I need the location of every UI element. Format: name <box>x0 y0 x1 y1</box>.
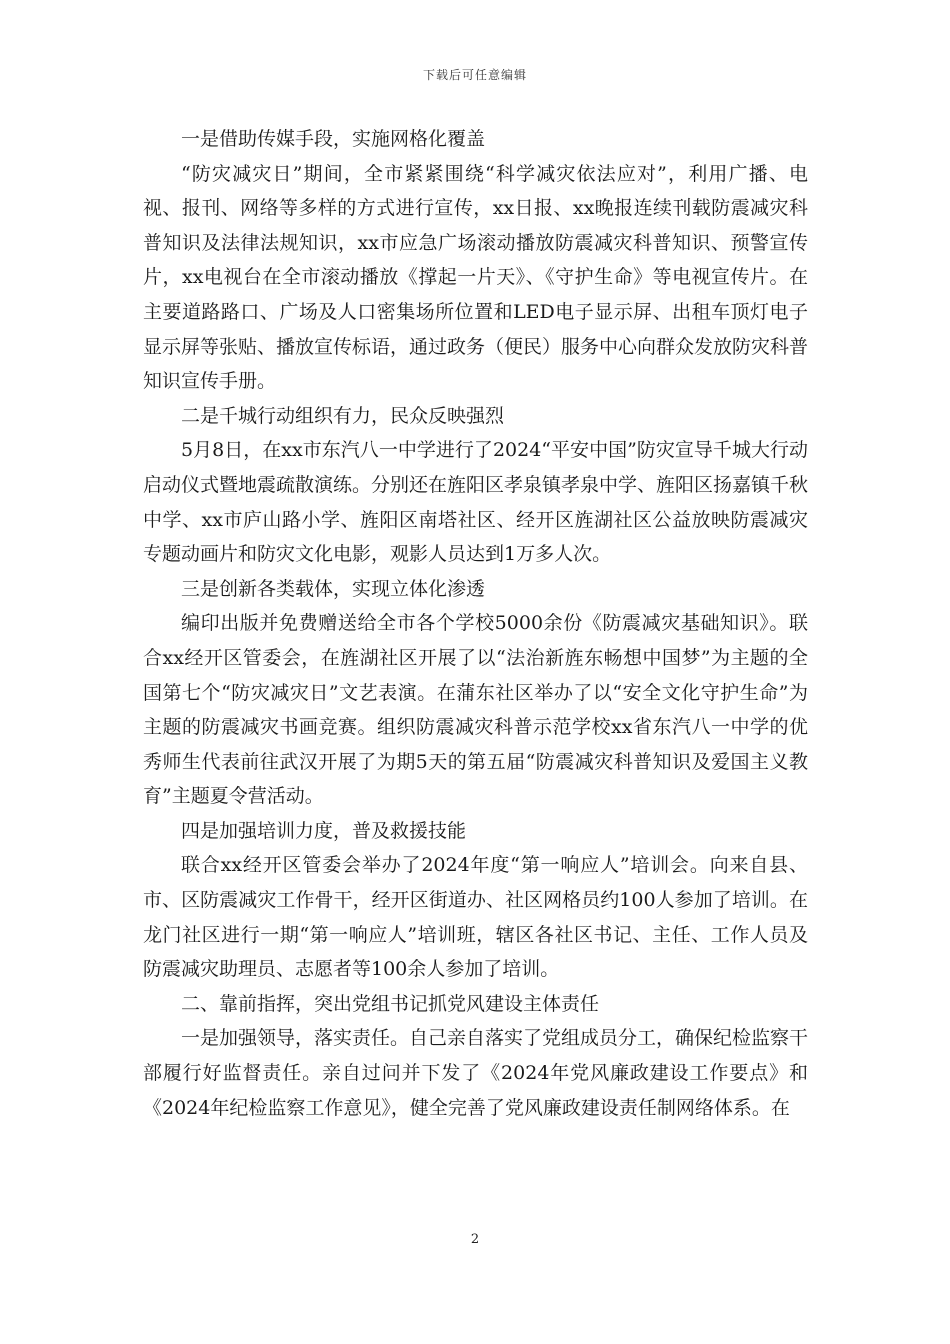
body-paragraph: 5月8日，在xx市东汽八一中学进行了2024“平安中国”防灾宣导千城大行动启动仪式暨地震疏散演练。分别还在旌阳区孝泉镇孝泉中学、旌阳区扬嘉镇千秋中学、xx市庐山路小学、旌阳区南塔社区、经开区旌湖社区公益放映防震减灾专题动画片和防灾文化电影，观影人员达到1万多人次。 <box>143 439 809 566</box>
page-number: 2 <box>470 1232 480 1247</box>
section-heading: 二是千城行动组织有力，民众反映强烈 <box>181 404 505 427</box>
section-heading: 一是借助传媒手段，实施网格化覆盖 <box>181 128 486 150</box>
section-heading: 四是加强培训力度，普及救援技能 <box>181 819 467 842</box>
section-heading: 二、靠前指挥，突出党组书记抓党风建设主体责任 <box>181 992 600 1015</box>
body-paragraph: “防灾减灾日”期间，全市紧紧围绕“科学减灾依法应对”，利用广播、电视、报刊、网络等多样的方式进行宣传，xx日报、xx晚报连续刊载防震减灾科普知识及法律法规知识，xx市应急广场滚动播放防震减灾科普知识、预警宣传片，xx电视台在全市滚动播放《撑起一片天》、《守护生命》等电视宣传片。在主要道路路口、广场及人口密集场所位置和LED电子显示屏、出租车顶灯电子显示屏等张贴、播放宣传标语，通过政务（便民）服务中心向群众发放防灾科普知识宣传手册。 <box>143 162 809 393</box>
body-paragraph: 一是加强领导，落实责任。自己亲自落实了党组成员分工，确保纪检监察干部履行好监督责任。亲自过问并下发了《2024年党风廉政建设工作要点》和《2024年纪检监察工作意见》，健全完善了党风廉政建设责任制网络体系。在 <box>143 1027 809 1119</box>
page-header: 下载后可任意编辑 <box>422 68 527 82</box>
body-paragraph: 联合xx经开区管委会举办了2024年度“第一响应人”培训会。向来自县、市、区防震减灾工作骨干，经开区街道办、社区网格员约100人参加了培训。在龙门社区进行一期“第一响应人”培训班，辖区各社区书记、主任、工作人员及防震减灾助理员、志愿者等100余人参加了培训。 <box>143 854 808 981</box>
body-paragraph: 编印出版并免费赠送给全市各个学校5000余份《防震减灾基础知识》。联合xx经开区管委会，在旌湖社区开展了以“法治新旌东畅想中国梦”为主题的全国第七个“防灾减灾日”文艺表演。在蒲东社区举办了以“安全文化守护生命”为主题的防震减灾书画竞赛。组织防震减灾科普示范学校xx省东汽八一中学的优秀师生代表前往武汉开展了为期5天的第五届“防震减灾科普知识及爱国主义教育”主题夏令营活动。 <box>143 612 808 808</box>
document-body <box>143 122 808 1125</box>
section-heading: 三是创新各类载体，实现立体化渗透 <box>181 577 486 600</box>
